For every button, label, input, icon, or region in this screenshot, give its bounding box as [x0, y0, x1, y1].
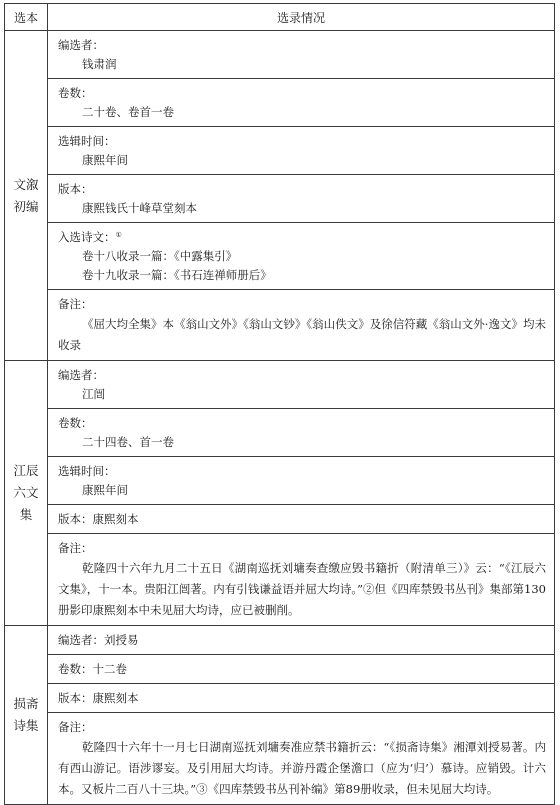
field-value: 二十卷、卷首一卷 — [82, 105, 174, 119]
detail-cell — [48, 175, 555, 223]
table-row — [5, 79, 555, 127]
field-value: 钱肃润 — [82, 57, 117, 71]
field-label — [58, 132, 546, 151]
field-label-text: 选辑时间： — [58, 134, 116, 148]
field-label — [58, 84, 546, 103]
field-inline: 版本：康熙刻本 — [58, 512, 139, 526]
table-row — [5, 713, 555, 805]
field-label-text: 备注： — [58, 297, 93, 311]
field-label — [58, 462, 546, 481]
field-value: 康熙年间 — [82, 483, 128, 497]
field-label — [58, 295, 546, 314]
detail-cell — [48, 223, 555, 290]
table-row — [5, 31, 555, 79]
field-label-text: 编选者： — [58, 38, 104, 52]
field-label — [58, 36, 546, 55]
field-label — [58, 718, 546, 737]
table-row — [5, 534, 555, 626]
table-row — [5, 409, 555, 457]
field-label — [58, 228, 546, 247]
book-name-text: 江辰 六文 集 — [13, 463, 39, 522]
field-label — [58, 180, 546, 199]
detail-cell — [48, 79, 555, 127]
detail-cell — [48, 534, 555, 626]
field-label — [58, 539, 546, 558]
footnote-marker: ① — [115, 231, 122, 239]
detail-cell — [48, 361, 555, 409]
detail-cell — [48, 457, 555, 505]
book-name — [5, 31, 48, 361]
detail-cell — [48, 31, 555, 79]
detail-cell — [48, 713, 555, 805]
table-row — [5, 127, 555, 175]
field-label-text: 选辑时间： — [58, 464, 116, 478]
table-body — [5, 31, 555, 805]
table-row — [5, 361, 555, 409]
detail-cell — [48, 505, 555, 534]
table-row — [5, 684, 555, 713]
field-label-text: 卷数： — [58, 416, 93, 430]
detail-cell — [48, 655, 555, 684]
table-row — [5, 655, 555, 684]
table-row — [5, 175, 555, 223]
note-text: 《屈大均全集》本《翁山文外》《翁山文钞》《翁山佚文》及徐信符藏《翁山文外·逸文》均未收录 — [58, 317, 546, 352]
field-label — [58, 414, 546, 433]
table-row — [5, 290, 555, 361]
field-value: 二十四卷、首一卷 — [82, 435, 174, 449]
detail-cell — [48, 290, 555, 361]
detail-cell — [48, 626, 555, 655]
book-name-text: 文溆 初编 — [13, 176, 39, 214]
book-name — [5, 626, 48, 805]
table-header-row — [5, 4, 555, 31]
field-label-text: 备注： — [58, 720, 93, 734]
note-text: 乾隆四十六年十一月七日湖南巡抚刘墉奏准应禁书籍折云：“《损斋诗集》湘潭刘授易著。内有西山游记。语涉谬妄。及引用屈大均诗。并游丹霞企堡澹口（应为‘归’）慕诗。应销毁。计六本。又板片二百八十三块。”③《四库禁毁书丛刊补编》第89册收录，但未见屈大均诗。 — [58, 740, 546, 796]
field-value: 康熙年间 — [82, 153, 128, 167]
book-name-text: 损斋 诗集 — [13, 696, 39, 733]
field-value: 卷十九收录一篇：《书石连禅师册后》 — [82, 268, 272, 282]
detail-cell — [48, 127, 555, 175]
table-row — [5, 505, 555, 534]
detail-cell — [48, 409, 555, 457]
field-label-text: 卷数： — [58, 86, 93, 100]
table-row — [5, 626, 555, 655]
field-inline: 编选者：刘授易 — [58, 633, 139, 647]
field-label-text: 入选诗文： — [58, 230, 116, 244]
field-value: 江闿 — [82, 387, 105, 401]
header-book: 选本 — [5, 4, 48, 31]
header-details: 选录情况 — [48, 4, 555, 31]
table-row — [5, 457, 555, 505]
table-row — [5, 223, 555, 290]
field-label-text: 编选者： — [58, 368, 104, 382]
field-label — [58, 366, 546, 385]
field-value: 卷十八收录一篇：《中露集引》 — [82, 249, 238, 263]
field-label-text: 版本： — [58, 182, 93, 196]
book-name — [5, 361, 48, 626]
selection-table — [4, 3, 555, 805]
field-label-text: 备注： — [58, 541, 93, 555]
field-value: 康熙钱氏十峰草堂刻本 — [82, 201, 197, 215]
detail-cell — [48, 684, 555, 713]
note-text: 乾隆四十六年九月二十五日《湖南巡抚刘墉奏查缴应毁书籍折（附清单三）》云：“《江辰六文集》，十一本。贵阳江闿著。内有引钱谦益语并屈大均诗。”②但《四库禁毁书丛刊》集部第130册影印康熙刻本中未见屈大均诗，应已被删削。 — [58, 561, 546, 617]
field-inline: 卷数：十二卷 — [58, 662, 127, 676]
field-inline: 版本：康熙刻本 — [58, 691, 139, 705]
